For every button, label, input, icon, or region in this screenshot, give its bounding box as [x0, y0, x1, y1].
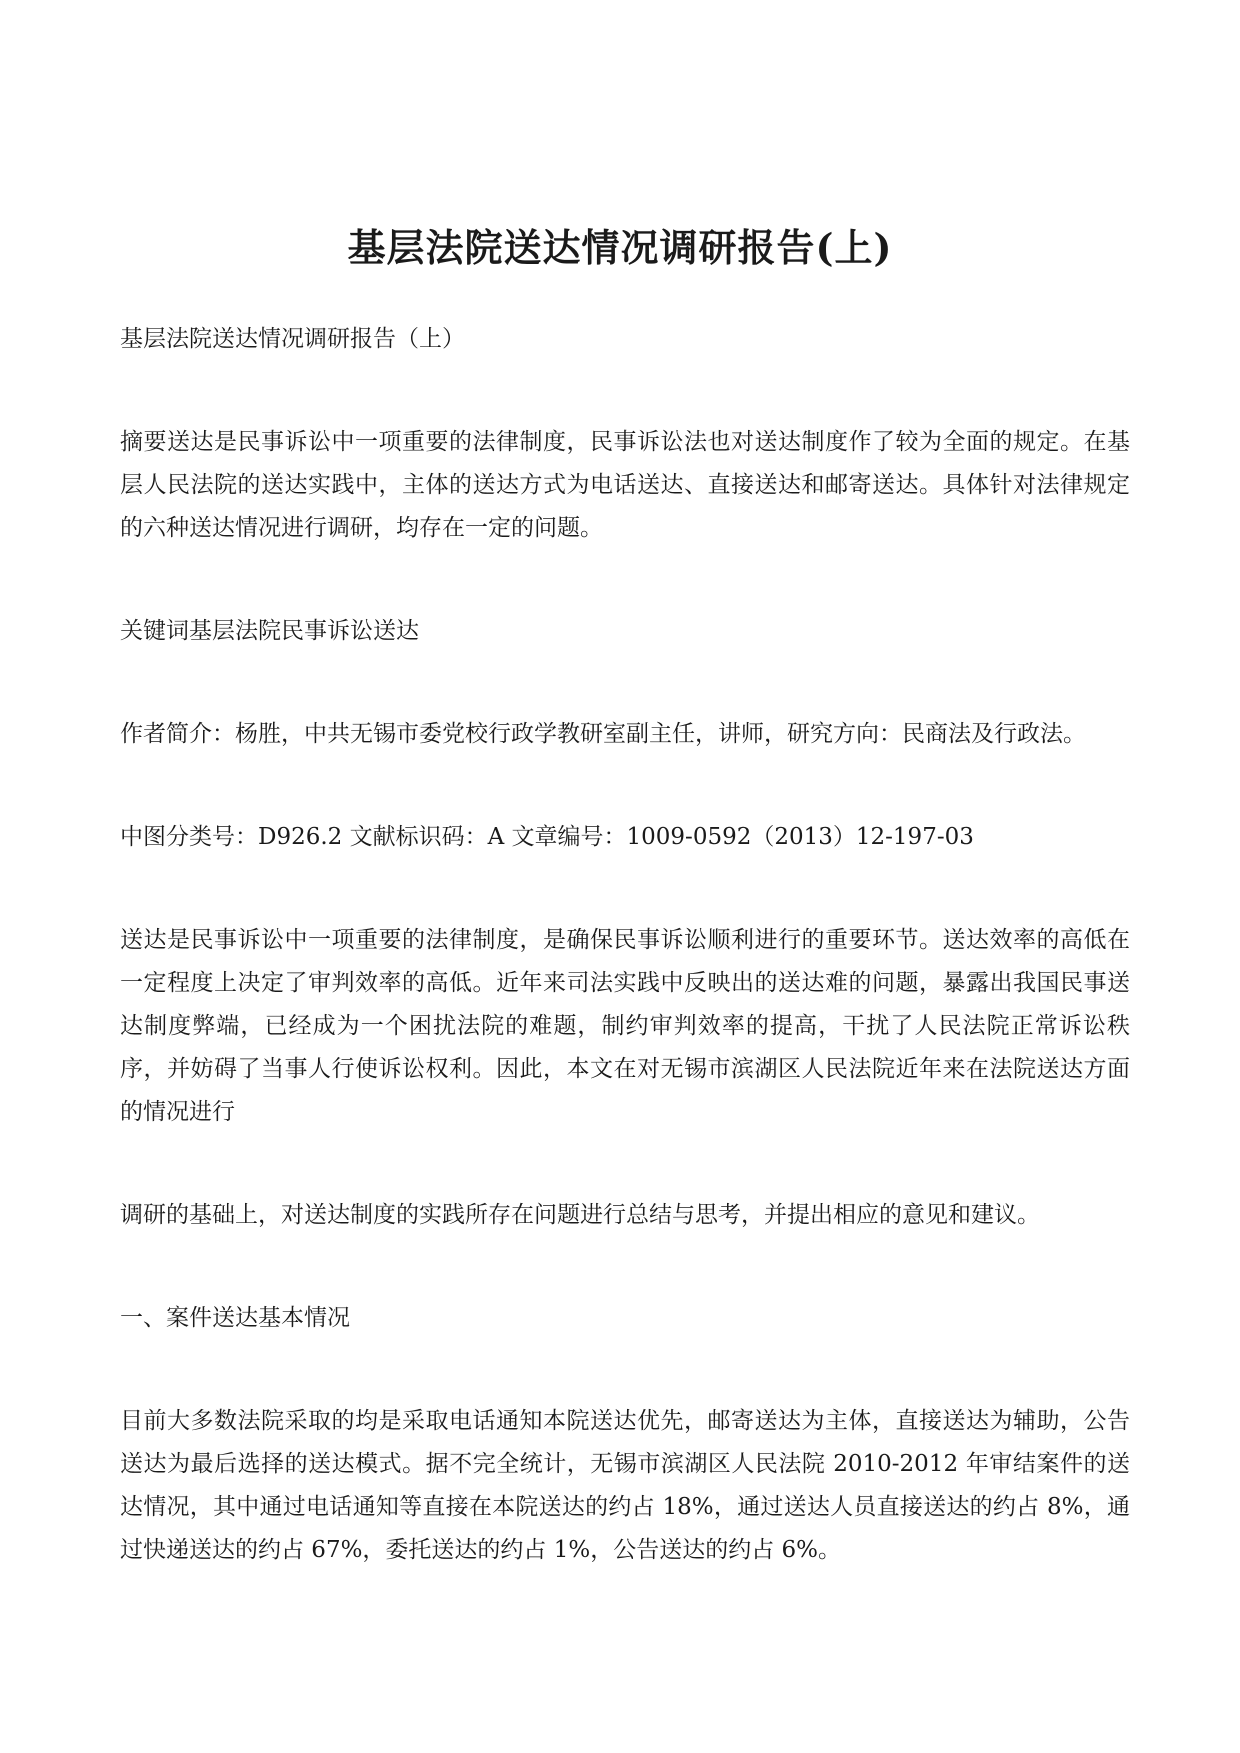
paragraph-classification: 中图分类号：D926.2 文献标识码：A 文章编号：1009-0592（2013）12-197-03 — [120, 824, 974, 850]
paragraph-statistics: 目前大多数法院采取的均是采取电话通知本院送达优先，邮寄送达为主体，直接送达为辅助，公告送达为最后选择的送达模式。据不完全统计，无锡市滨湖区人民法院 2010-2012 年审结案件的送达情况，其中通过电话通知等直接在本院送达的约占 18%，通过送达人员直接送达的约占 8%，通过快递送达的约占 67%，委托送达的约占 1%，公告送达的约占 6%。 — [120, 1408, 1130, 1563]
paragraph-introduction-continued: 调研的基础上，对送达制度的实践所存在问题进行总结与思考，并提出相应的意见和建议。 — [120, 1202, 1040, 1228]
paragraph-abstract: 摘要送达是民事诉讼中一项重要的法律制度，民事诉讼法也对送达制度作了较为全面的规定。在基层人民法院的送达实践中，主体的送达方式为电话送达、直接送达和邮寄送达。具体针对法律规定的六种送达情况进行调研，均存在一定的问题。 — [120, 429, 1130, 541]
document-title: 基层法院送达情况调研报告(上) — [347, 225, 893, 270]
paragraph-keywords: 关键词基层法院民事诉讼送达 — [120, 618, 419, 644]
document-body — [120, 318, 1130, 1572]
paragraph-author: 作者简介：杨胜，中共无锡市委党校行政学教研室副主任，讲师，研究方向：民商法及行政法。 — [120, 721, 1086, 747]
paragraph-introduction: 送达是民事诉讼中一项重要的法律制度，是确保民事诉讼顺利进行的重要环节。送达效率的高低在一定程度上决定了审判效率的高低。近年来司法实践中反映出的送达难的问题，暴露出我国民事送达制度弊端，已经成为一个困扰法院的难题，制约审判效率的提高，干扰了人民法院正常诉讼秩序，并妨碍了当事人行使诉讼权利。因此，本文在对无锡市滨湖区人民法院近年来在法院送达方面的情况进行 — [120, 927, 1130, 1125]
paragraph-subtitle: 基层法院送达情况调研报告（上） — [120, 326, 465, 352]
section-heading: 一、案件送达基本情况 — [120, 1305, 350, 1331]
